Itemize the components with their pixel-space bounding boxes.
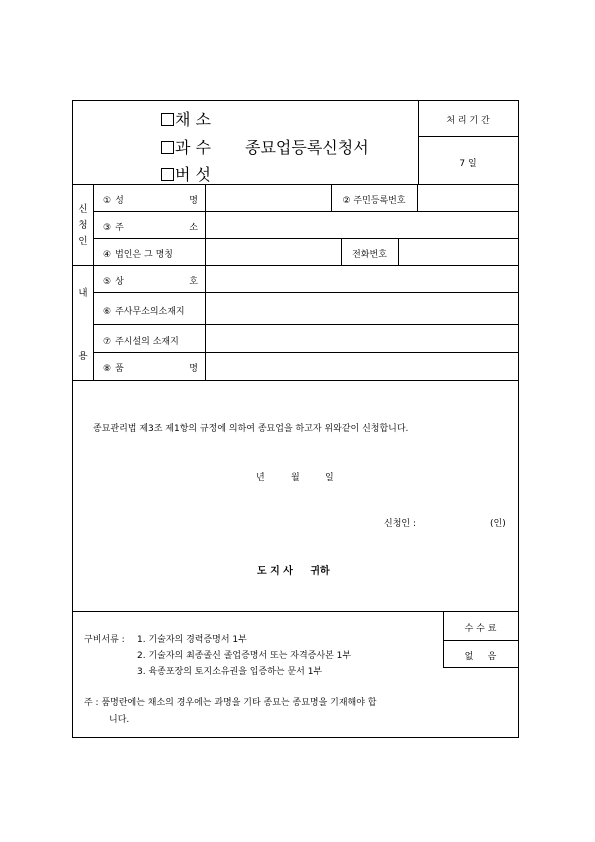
item-name-field[interactable] bbox=[206, 353, 518, 379]
required-doc-3: 3. 육종포장의 토지소유권을 입증하는 문서 1부 bbox=[137, 667, 323, 677]
rrn-field[interactable] bbox=[418, 185, 518, 211]
required-doc-2: 2. 기술자의 최종졸신 졸업증명서 또는 자격증사본 1부 bbox=[137, 651, 352, 661]
note-line-1: 주 : 품명란에는 채소의 경우에는 과명을 기타 종묘는 종묘명을 기재해야 합 bbox=[84, 698, 377, 708]
addressee: 도 지 사 귀하 bbox=[257, 566, 330, 577]
required-doc-1: 1. 기술자의 경력증명서 1부 bbox=[137, 635, 247, 645]
address-label: ③ 주 소 bbox=[103, 223, 198, 233]
head-office-field[interactable] bbox=[206, 293, 518, 324]
checkbox-vegetable[interactable] bbox=[161, 113, 174, 126]
trade-name-field[interactable] bbox=[206, 266, 518, 292]
name-field[interactable] bbox=[206, 185, 331, 211]
checkbox-fruit[interactable] bbox=[161, 141, 174, 154]
fee-value: 없 음 bbox=[464, 652, 497, 662]
checkbox-mushroom[interactable] bbox=[161, 168, 174, 181]
date-month-label: 월 bbox=[291, 473, 300, 483]
note-line-2: 니다. bbox=[109, 715, 130, 725]
item-name-label: ⑧ 품 명 bbox=[103, 364, 198, 374]
kind-vegetable: 채 소 bbox=[161, 107, 211, 130]
applicant-side-label: 신 청 인 bbox=[78, 204, 88, 247]
application-statement: 종묘관리법 제3조 제1항의 규정에 의하여 종묘업을 하고자 위와같이 신청합니다. bbox=[93, 424, 409, 434]
rrn-label: ② 주민등록번호 bbox=[342, 196, 406, 206]
content-side-label-bottom: 용 bbox=[78, 351, 88, 362]
content-side-label-top: 내 bbox=[78, 288, 88, 299]
phone-field[interactable] bbox=[399, 239, 518, 265]
registration-form bbox=[72, 100, 519, 738]
processing-period-value: 7 일 bbox=[459, 159, 477, 169]
main-facility-field[interactable] bbox=[206, 325, 518, 352]
seal-mark: (인) bbox=[490, 519, 506, 529]
main-facility-label: ⑦ 주시설의 소재지 bbox=[103, 337, 179, 347]
kind-mushroom: 버 섯 bbox=[161, 162, 211, 185]
head-office-label: ⑥ 주사무소의소재지 bbox=[103, 307, 185, 317]
address-field[interactable] bbox=[206, 212, 518, 238]
corporation-name-field[interactable] bbox=[206, 239, 341, 265]
form-title: 종묘업등록신청서 bbox=[245, 138, 369, 157]
applicant-signature-label: 신청인 : bbox=[384, 519, 416, 529]
phone-label: 전화번호 bbox=[352, 250, 387, 260]
processing-period-label: 처 리 기 간 bbox=[446, 116, 490, 126]
date-day-label: 일 bbox=[325, 473, 334, 483]
required-docs-prefix: 구비서류 : bbox=[84, 635, 125, 645]
kind-fruit: 과 수 bbox=[161, 135, 211, 158]
trade-name-label: ⑤ 상 호 bbox=[103, 277, 198, 287]
name-label: ① 성 명 bbox=[103, 196, 198, 206]
date-year-label: 년 bbox=[256, 473, 265, 483]
corporation-name-label: ④ 법인은 그 명칭 bbox=[103, 250, 173, 260]
fee-label: 수 수 료 bbox=[464, 624, 497, 634]
